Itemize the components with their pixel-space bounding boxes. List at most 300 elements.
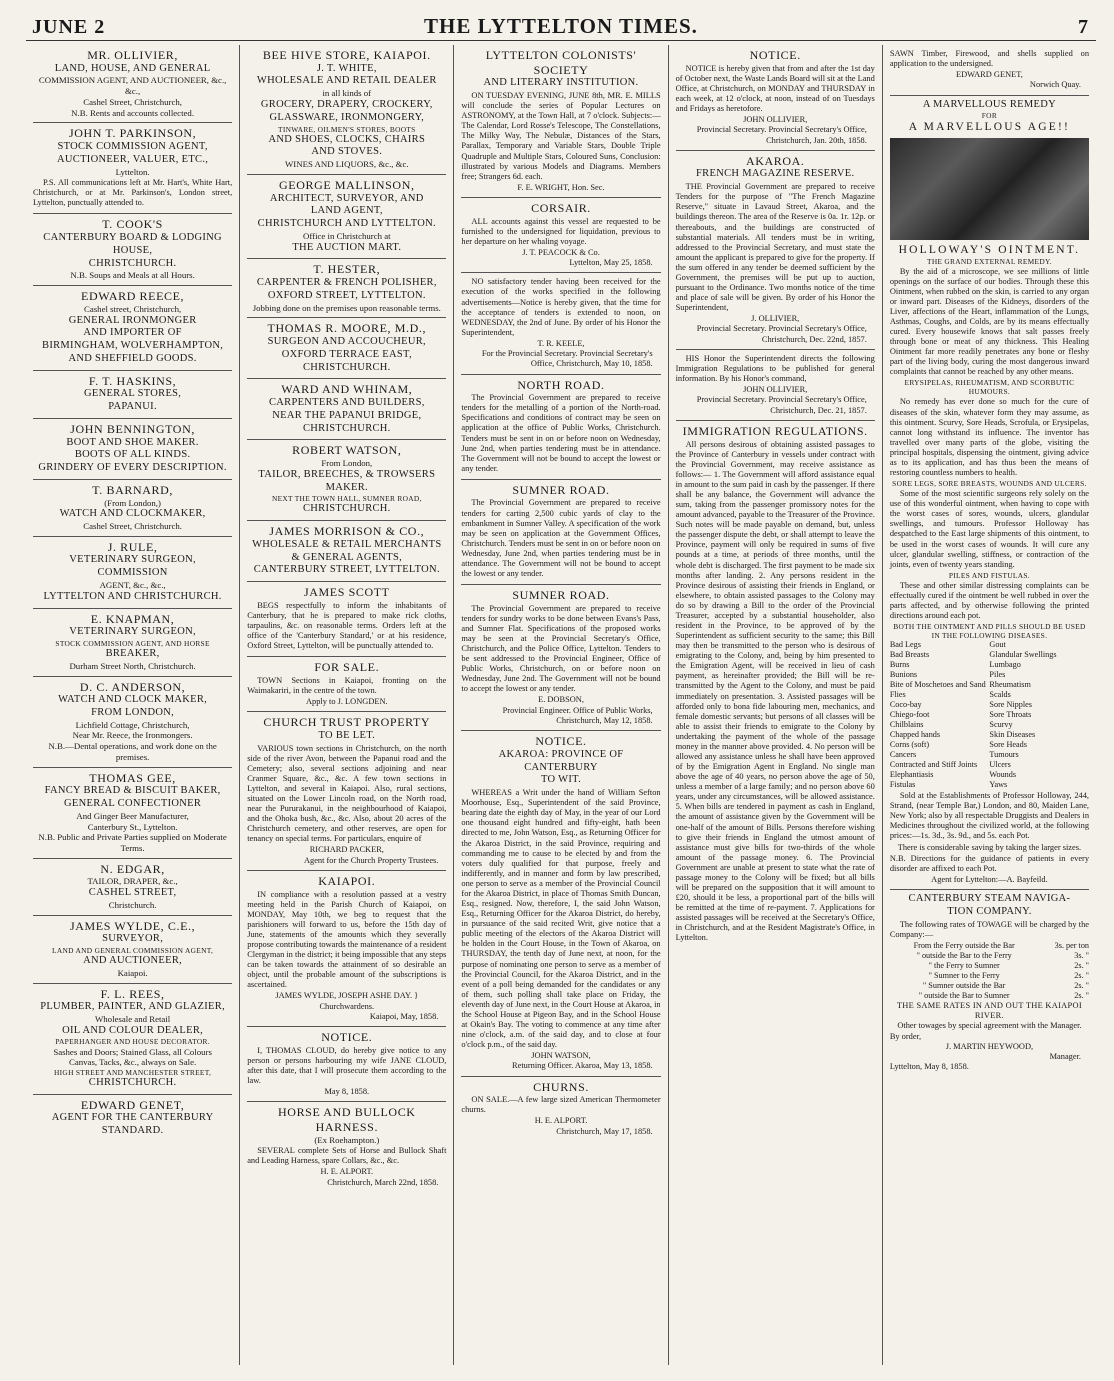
towage-price: 2s. " (1074, 980, 1090, 990)
ad-line: AND SHEFFIELD GOODS. (68, 352, 197, 364)
disease-item: Scurvy (989, 720, 1013, 730)
ad-signature: JOHN WATSON, (531, 1051, 591, 1061)
disease-list-right (989, 640, 1089, 790)
ad-line: MAKER. (325, 481, 368, 493)
ad-text: By the aid of a microscope, we see millions of little openings on the surface of our bodies. Through these this Ointment, when rubbed on the skin, is carried to any organ or inward part. Diseases of the Kidneys, disorders of the Liver, affections of the Heart, inflammation of the Lungs, Asthmas, Coughs, and Colds, are by its means effectually cured. Every housewife knows that salt passes freely through bone or meat of any thickness. This Healing Ointment far more readily penetrates any bone or fleshy part of the living body, curing the most dangerous inward complaints that cannot be reached by any other means. (889, 266, 1090, 377)
ad-line: GENERAL CONFECTIONER (64, 798, 202, 810)
ad-signature: Apply to J. LONGDEN. (305, 696, 388, 706)
ad-signature-line: Provincial Engineer. Office of Public Works, Christchurch, May 12, 1858. (502, 705, 653, 725)
ad-line: CHRISTCHURCH. (88, 1076, 177, 1088)
ad-signature: RICHARD PACKER, (309, 845, 384, 855)
ad-heading: WARD AND WHINAM, (281, 382, 413, 397)
ad-heading: CHURNS. (533, 1079, 589, 1094)
ad-heading: IMMIGRATION REGULATIONS. (682, 423, 868, 438)
ad-heading: CORSAIR. (531, 201, 591, 215)
ad-line: Canterbury St., Lyttelton. (87, 821, 178, 832)
disease-item: Skin Diseases (989, 730, 1036, 740)
advertisement (33, 419, 232, 480)
towage-route: " outside the Bar to Sumner (918, 990, 1010, 1000)
disease-item: Chiego-foot (889, 710, 930, 720)
ad-heading: JAMES SCOTT (303, 585, 390, 600)
ad-heading: JOHN T. PARKINSON, (68, 126, 197, 141)
ad-signature: T. R. KEELE, (537, 338, 585, 348)
disease-item: Glandular Swellings (989, 650, 1057, 660)
ad-text: These and other similar distressing complaints can be effectually cured if the ointment be well rubbed in over the parts affected, and by otherwise following the printed directions around each pot. (889, 580, 1090, 621)
ad-heading: T. COOK'S (102, 217, 163, 232)
ad-note: Other towages by special agreement with the Manager. (897, 1021, 1082, 1031)
ad-heading: KAIAPOI. (318, 873, 376, 888)
ad-text: THE Provincial Government are prepared to receive Tenders for the purpose of "The French Magazine Reserve," situate in Lavaud Street, Akaroa, and the buildings thereon. The area of the Reserve is 0a. 1r. 12p. or thereabouts, and the buildings are constructed of substantial materials. All tenders must be in writing, addressed to the Provincial Secretary, and must state the amount the applicant is prepared to give for the property. If the sum offered in any tender be deemed sufficient by the Government, the premises will be put up to auction, pursuant to the Ordinance. Two months notice of the time and place of sale will be given. By order of his Honor the Superintendent, (675, 182, 875, 313)
column-1 (26, 45, 239, 1365)
ad-signature-line: Agent for the Church Property Trustees. (303, 855, 439, 865)
ad-heading: A MARVELLOUS REMEDY (922, 98, 1057, 110)
ad-signature: J. OLLIVIER, (751, 314, 800, 324)
ad-line: AND LITERARY INSTITUTION. (483, 77, 639, 89)
ad-title: HOLLOWAY'S OINTMENT. (898, 243, 1081, 256)
ad-signature: JOHN OLLIVIER, (743, 115, 808, 125)
ad-heading: SUMNER ROAD. (512, 588, 610, 603)
disease-item: Piles (989, 670, 1006, 680)
ad-signature: JOHN OLLIVIER, (743, 385, 808, 395)
ad-heading: J. RULE, (107, 539, 158, 554)
ad-signature: H. E. ALPORT. (320, 1167, 374, 1177)
ad-heading: THOMAS GEE, (89, 770, 176, 785)
advertisement (33, 1095, 232, 1142)
ad-line: OIL AND COLOUR DEALER, (62, 1024, 204, 1036)
advertisement (247, 175, 446, 260)
ad-heading: EDWARD REECE, (81, 289, 185, 304)
towage-price: 2s. " (1074, 990, 1090, 1000)
ad-text: Some of the most scientific surgeons rely solely on the use of this wonderful ointment, when having to cope with the worst cases of sores, wounds, ulcers, glandular swellings, and tumours. Professor Holloway has despatched to the East large shipments of this ointment, to be used in the worst cases of wounds. It will cure any ulcer, glandular swelling, stiffness, or contraction of the joints, even of twenty years standing. (889, 489, 1090, 569)
ad-line: Christchurch. (108, 899, 157, 910)
advertisement (33, 984, 232, 1095)
ad-heading: F. T. HASKINS, (88, 373, 177, 388)
advertisement (461, 731, 660, 1077)
advertisement (247, 871, 446, 1027)
towage-price: 3s. per ton (1054, 940, 1090, 950)
ad-heading: THOMAS R. MOORE, M.D., (267, 321, 427, 336)
ad-line: CANTERBURY STREET, LYTTELTON. (253, 564, 440, 576)
disease-item: Sore Nipples (989, 700, 1032, 710)
ad-signature-line: Kaiapoi, May, 1858. (369, 1011, 439, 1021)
towage-row (890, 991, 1089, 1001)
ad-text: All persons desirous of obtaining assisted passages to the Province of Canterbury in vessels under contract with the Provincial Government, may receive assistance as follows:— 1. The Government will afford assistance equal in amount to the sum paid in cash by the passenger. If there shall be any balance, the Government will advance the sum, taking from the passenger promissory notes for the amount advanced, payable to the Treasurer of the Province. Such notes will be made payable on demand, but, unless the passenger dispute the debt, or shall attempt to leave the Province, payment will only be required in sums of five pounds at a time, at periods of three months, until the whole debt is discharged. The first payment to be made six months after landing. 2. Any persons resident in the Province desirous of assisting their friends in England, or elsewhere, to obtain assisted passages to the Colony may do so by drawing a Bill to the order of the Provincial Treasurer, accepted by a substantial householder, also resident in the Province, to be approved of by the Superintendent as sufficient security to the same; this Bill may then be transmitted to the person who is desirous of emigrating to the Colony, and, being by him presented to the Emigration Agent, will be received in lieu of cash payment, as hereinafter provided; the Bill will be re-transmitted by the Agent to the Colony, and must be paid immediately on presentation. 3. Assisted passages will be afforded only to bona fide labouring men, mechanics, and female domestic servants; but persons of all classes will be able to assist their friends to emigrate to the Colony by undertaking the payment of the whole of the passage money in the manner above provided. 4. No person will be allowed any assistance unless he shall have been approved of by the Emigration Agent in England. No single man above the age of 40 years, no person above the age of 50, unless a member of a large family; and no person above 60 years, under any circumstances, will be allowed assistance. 5. When bills are tendered in payment as cash in England, the amount of assistance given by the Government will be one-half of the amount of Bills. Persons therefore wishing to give their friends in England the utmost amount of assistance must give bills for two-thirds of the whole amount of the passage money. 6. The Provincial Government are unable at present to state what the rate of passage money to the Colony will be fixed; but all bills will be prepared on the supposition that it will amount to £20, should it be less, a proportional part of the bills will be remitted at the time of re-payment. 7. Applications for assisted passages will be received at the Secretary's Office, in Christchurch, and at the Resident Magistrate's Office, in Lyttelton. (675, 439, 875, 943)
disease-item: Bite of Moschetoes and Sand Flies (889, 680, 986, 700)
ad-line: Kaiapoi. (117, 967, 148, 978)
advertisement (33, 859, 232, 916)
ad-line: TO WIT. (541, 774, 582, 786)
advertisement (33, 537, 232, 609)
ad-line: NEAR THE PAPANUI BRIDGE, (272, 409, 422, 421)
ad-line: Lichfield Cottage, Christchurch, (75, 719, 190, 730)
ad-heading: T. HESTER, (313, 262, 381, 277)
advertisement (33, 371, 232, 419)
ad-signature: May 8, 1858. (324, 1087, 370, 1096)
ad-signature: JAMES WYLDE, JOSEPH ASHE DAY. } Churchwardens. (275, 991, 419, 1011)
ad-line: OXFORD STREET, LYTTELTON. (267, 289, 426, 301)
ad-line: N.B. Public and Private Parties supplied on Moderate Terms. (38, 832, 227, 853)
ad-steam-navigation (890, 890, 1089, 1077)
ad-signature: J. T. PEACOCK & Co. (522, 247, 600, 257)
disease-item: Bad Breasts (889, 650, 930, 660)
page-number: 7 (1078, 16, 1088, 38)
ad-line: FRENCH MAGAZINE RESERVE. (696, 168, 855, 180)
ad-heading: MR. OLLIVIER, (87, 48, 178, 62)
advertisement (676, 45, 875, 151)
disease-item: Chilblains (889, 720, 924, 730)
ad-signature-line: Norwich Quay. (1029, 80, 1082, 90)
section-heading: ERYSIPELAS, RHEUMATISM, AND SCORBUTIC HUMOURS. (904, 378, 1075, 397)
ad-line: Durham Street North, Christchurch. (69, 660, 196, 671)
holloway-engraving (890, 138, 1089, 240)
ad-line: Canvas, Tacks, &c., always on Sale. (68, 1057, 197, 1068)
advertisement (33, 45, 232, 123)
disease-item: Corns (soft) (889, 740, 930, 750)
ad-heading: HORSE AND BULLOCK HARNESS. (278, 1105, 416, 1134)
ad-text: ON TUESDAY EVENING, JUNE 8th, MR. E. MILLS will conclude the series of Popular Lectures on ASTRONOMY, at the Town Hall, at 7 o'clock. Subjects:—The Calendar, Lord Rosse's Telescope, The Constellations, The Milky Way, The Nebulæ, Distances of the Stars, Parallax, Temporary and Variable Stars, Double Triple Quadruple and Multiple Stars, Coloured Suns, Conclusion: illustrated by various Models and Diagrams. Members free; Strangers 6d. each. (461, 91, 661, 181)
ad-text: VARIOUS town sections in Christchurch, on the north side of the river Avon, between the Papanui road and the Cemetery; also, several sections adjoining and near Cranmer Square, &c., &c. A few town sections in Lyttelton, and several in Kaiapoi. Also, rural sections, situated on the Lower Lincoln road, on the North road, near the Pururakanui, in the neighbourhood of Kaiapoi, and the Ohoka bush, &c., &c. Also, about 20 acres of the Christchurch cemetery, and other reserves, are open for tenancy on special terms. For particulars, enquire of (247, 743, 447, 844)
column-5 (882, 45, 1096, 1365)
disease-item: Contracted and Stiff Joints (889, 760, 978, 770)
ad-line: AND STOVES. (311, 146, 383, 158)
ad-line: WHOLESALE & RETAIL MERCHANTS (252, 538, 442, 550)
disease-item: Chapped hands (889, 730, 941, 740)
ad-line: TAILOR, DRAPER, &c., (87, 876, 178, 887)
ad-line: Cashel Street, Christchurch, (83, 96, 182, 107)
ad-line: HIGH STREET AND MANCHESTER STREET, (54, 1067, 212, 1077)
ad-line: AGENT, &c., &c., (99, 580, 166, 591)
disease-item: Bunions (889, 670, 918, 680)
disease-item: Yaws (989, 780, 1008, 790)
ad-line: SURGEON AND ACCOUCHEUR, (267, 335, 426, 347)
towage-row (890, 961, 1089, 971)
ad-text: SEVERAL complete Sets of Horse and Bullock Shaft and Leading Harness, spare Collars, &c., &c. (247, 1146, 447, 1166)
ad-heading: AKAROA. (745, 153, 805, 168)
advertisement (461, 273, 660, 374)
column-4 (668, 45, 882, 1365)
ad-signature-line: For the Provincial Secretary. Provincial Secretary's Office, Christchurch, May 10, 1858. (481, 349, 653, 369)
ad-line: NEXT THE TOWN HALL, SUMNER ROAD, (271, 494, 422, 504)
ad-line: N.B. Soups and Meals at all Hours. (70, 270, 195, 281)
ad-text: ALL accounts against this vessel are requested to be furnished to the undersigned for liquidation, previous to her departure on her whaling voyage. (461, 216, 661, 246)
ad-line: TINWARE, OILMEN'S STORES, BOOTS (278, 124, 416, 134)
advertisement (33, 480, 232, 537)
ad-line: LYTTELTON AND CHRISTCHURCH. (43, 590, 222, 602)
advertisement (247, 1027, 446, 1102)
ad-line: AND AUCTIONEER, (83, 955, 183, 967)
towage-row (890, 941, 1089, 951)
advertisement (247, 259, 446, 318)
ad-line: SURVEYOR, (102, 933, 164, 945)
ad-text: SAWN Timber, Firewood, and shells supplied on application to the undersigned. (889, 49, 1090, 69)
ad-line: GENERAL STORES, (83, 388, 182, 400)
ad-line: AUCTIONEER, VALUER, ETC., (57, 153, 209, 165)
ad-line: CHRISTCHURCH AND LYTTELTON. (257, 218, 436, 230)
advertisement (247, 318, 446, 379)
ad-line: TO BE LET. (318, 729, 376, 741)
advertisement (461, 480, 660, 585)
disease-list-left (890, 640, 990, 790)
ad-line: Office in Christchurch at (303, 230, 391, 241)
ad-text: The Provincial Government are prepared to receive tenders for the metalling of a portion of the North-road. Specifications and conditions of contract may be seen on application at the office of Public Works, Christchurch. Tenders must be sent in on or before noon on Wednesday, June 2nd, when parties tendering must be in attendance. The Government will not be bound to accept the lowest or any tender. (461, 393, 661, 473)
advertisement (676, 350, 875, 421)
ad-line: STOCK COMMISSION AGENT, (57, 140, 208, 152)
ad-text: No remedy has ever done so much for the cure of diseases of the skin, whatever form they may assume, as this ointment. Scurvy, Sore Heads, Scrofula, or Erysipelas, cannot long withstand its influence. The inventor has travelled over many parts of the globe, visiting the principal hospitals, dispensing the ointment, giving advice as to its application, and has thus been the means of restoring countless numbers to health. (889, 397, 1090, 478)
ad-line: HOUSE, (112, 244, 153, 256)
ad-signature-line: Christchurch, May 17, 1858. (556, 1126, 653, 1136)
advertisement (676, 151, 875, 350)
disease-item: Fistulas (889, 780, 916, 790)
ad-line: VETERINARY SURGEON, COMMISSION (69, 554, 196, 579)
towage-route: " outside the Bar to the Ferry (916, 950, 1012, 960)
ad-line: TAILOR, BREECHES, & TROWSERS (258, 468, 436, 480)
ad-line: BOOTS OF ALL KINDS. (74, 449, 191, 461)
disease-item: Bad Legs (889, 640, 921, 650)
ad-line: AGENT FOR THE CANTERBURY (51, 1112, 214, 1124)
advertisement (247, 45, 446, 175)
disease-item: Sore Heads (989, 740, 1027, 750)
ad-text: NO satisfactory tender having been received for the execution of the works specified in the following advertisements—Notice is hereby given, that the time for the acceptance of tenders is extended to noon, on WEDNESDAY, the 2nd of June. By order of his Honor the Superintendent, (461, 277, 661, 337)
towage-price: 2s. " (1074, 960, 1090, 970)
disease-list (890, 640, 1089, 790)
ad-line: BREAKER, (105, 648, 160, 660)
ad-heading: LYTTELTON COLONISTS' SOCIETY (485, 48, 637, 77)
towage-route: " Sumner to the Ferry (928, 970, 1000, 980)
ad-line: Wholesale and Retail (94, 1013, 171, 1024)
ad-heading: GEORGE MALLINSON, (279, 177, 415, 192)
advertisement (33, 768, 232, 859)
ad-text: WHEREAS a Writ under the hand of William Sefton Moorhouse, Esq., Superintendent of the said Province, bearing date the eighth day of May, in the year of our Lord one thousand eight hundred and fifty-eight, hath been directed to me, John Watson, Esq., as Returning Officer for the Akaroa District, in the said Province, requiring and commanding me to cause to be elected by and from the voters duly qualified for that purpose, freely and indifferently, and in manner and form by law prescribed, one person to serve as a member of the Provincial Council for the Akaroa District, in place of Thomas Smith Duncan, Esq., resigned. Now, therefore, I, the said John Watson, Esq., Returning Officer for the Akaroa District, do hereby, in pursuance of the said recited Writ, give notice that a public meeting of the electors of the Akaroa District will be holden in the Court House, in the Town of Akaroa, on THURSDAY, the tenth day of June next, at noon, for the purpose of nominating one person to serve as a member of the Provincial Council, for the Akaroa District, and in the event of a poll being demanded for the candidates or any of them, such polling shall take place on Friday, the eleventh day of June next, in the Court House at Akaroa, in the School House at Pigeon Bay, and in the School House at Okain's Bay. The voting to commence at any time after nine o'clock, a.m. of the said day, and to close at four o'clock p.m., of the said day. (461, 788, 661, 1050)
disease-item: Lumbago (989, 660, 1021, 670)
ad-line: N.B.—Dental operations, and work done on the premises. (48, 741, 217, 762)
ad-heading: JAMES MORRISON & CO., (269, 524, 425, 539)
ad-line: VETERINARY SURGEON, (69, 626, 196, 638)
column-3 (453, 45, 667, 1365)
disease-item: Rheumatism (989, 680, 1031, 690)
ad-heading: T. BARNARD, (92, 482, 173, 497)
ad-line: PLUMBER, PAINTER, AND GLAZIER, (40, 1001, 225, 1013)
ad-text: ON SALE.—A few large sized American Thermometer churns. (461, 1095, 661, 1115)
ad-line: PAPERHANGER AND HOUSE DECORATOR. (55, 1037, 210, 1047)
section-heading: PILES AND FISTULAS. (948, 570, 1030, 580)
ad-line: CHRISTCHURCH. (88, 257, 177, 269)
ad-note: There is considerable saving by taking the larger sizes. (897, 842, 1082, 852)
ad-line: in all kinds of (322, 88, 372, 99)
ad-line: (From London,) (104, 497, 161, 508)
disease-item: Gout (989, 640, 1006, 650)
ad-line: N.B. Rents and accounts collected. (71, 107, 195, 118)
ad-text: TOWN Sections in Kaiapoi, fronting on the Waimakariri, in the centre of the town. (247, 675, 447, 695)
advertisement (33, 123, 232, 214)
ad-text: I, THOMAS CLOUD, do hereby give notice to any person or persons harbouring my wife JANE CLOUD, after this date, that I will prosecute them according to the law. (247, 1045, 447, 1085)
ad-heading: CHURCH TRUST PROPERTY (263, 715, 431, 730)
ad-line: FROM LONDON, (91, 706, 175, 718)
ad-text: IN compliance with a resolution passed at a vestry meeting held in the Parish Church of Kaiapoi, on MONDAY, May 10th, we beg to request that the parishioners will forward to us, before the 15th day of June, statements of the amounts which they severally propose contributing towards the maintenance of a resident Clergyman in the district; it being impossible that any steps can be taken towards the attainment of so desirable an object, until the probable amount of the subscriptions is ascertained. (247, 889, 447, 990)
advertisement (33, 286, 232, 371)
ad-line: BIRMINGHAM, WOLVERHAMPTON, (42, 340, 224, 352)
disease-item: Tumours (989, 750, 1019, 760)
disease-item: Elephantiasis (889, 770, 934, 780)
towage-row (890, 981, 1089, 991)
ad-line: AKAROA: PROVINCE OF CANTERBURY (498, 748, 624, 773)
ad-line: GRINDERY OF EVERY DESCRIPTION. (38, 462, 227, 474)
towage-route: " the Ferry to Sumner (928, 960, 1000, 970)
advertisement (33, 214, 232, 286)
ad-line: Near Mr. Reece, the Ironmongers. (72, 730, 193, 741)
advertisement (676, 421, 875, 949)
advertisement (461, 198, 660, 273)
ad-line: LAND AGENT, (310, 205, 383, 217)
ad-line: STOCK COMMISSION AGENT, AND HORSE (55, 638, 210, 648)
ad-signature: F. E. WRIGHT, Hon. Sec. (517, 182, 605, 192)
ad-signature-line: Christchurch, March 22nd, 1858. (327, 1177, 439, 1187)
ad-text: The Provincial Government are prepared to receive tenders for sundry works to be done between Evans's Pass, and Sumner Flat. Specifications of the proposed works may be seen at the Provincial Secretary's Office, Christchurch, and the Police Office, Lyttelton. Tenders to be sent addressed to the Provincial Engineer, Office of Public Works, Christchurch, on or before noon on Wednesday, June 2nd. The Government will not be bound to accept the lowest or any tender. (461, 603, 661, 694)
advertisement (461, 375, 660, 480)
ad-signature-line: Lyttelton, May 25, 1858. (569, 258, 653, 268)
ad-signature-line: Manager. (1049, 1052, 1082, 1062)
ad-line: (Ex Roehampton.) (314, 1134, 380, 1145)
ad-heading: EDWARD GENET, (80, 1097, 185, 1112)
ad-heading: A MARVELLOUS AGE!! (908, 121, 1071, 134)
column-2 (239, 45, 453, 1365)
advertisement (247, 521, 446, 582)
newspaper-title: THE LYTTELTON TIMES. (424, 14, 698, 38)
masthead (26, 14, 1096, 41)
columns (26, 45, 1096, 1365)
advertisement (33, 916, 232, 984)
ad-heading: JOHN BENNINGTON, (70, 421, 195, 436)
ad-line: WHOLESALE AND RETAIL DEALER (256, 75, 437, 87)
ad-text: HIS Honor the Superintendent directs the following Immigration Regulations to be published for general information. By his Honor's command, (675, 353, 875, 384)
ad-heading: E. KNAPMAN, (90, 611, 175, 626)
ad-text: P.S. All communications left at Mr. Hart's, White Hart, Christchurch, or at Mr. Parkinson's, London street, Lyttelton, punctually attended to. (33, 178, 233, 208)
ad-line: CARPENTERS AND BUILDERS, (268, 396, 425, 408)
ad-line: LAND, HOUSE, AND GENERAL (54, 62, 211, 74)
disease-item: Wounds (989, 770, 1017, 780)
ad-line: WINES AND LIQUORS, &c., &c. (284, 159, 409, 170)
advertisement (247, 582, 446, 657)
towage-row (890, 971, 1089, 981)
ad-line: Cashel street, Christchurch, (83, 303, 182, 314)
ad-line: CARPENTER & FRENCH POLISHER, (256, 277, 437, 289)
ad-line: OXFORD TERRACE EAST, (281, 348, 412, 360)
towage-price: 2s. " (1074, 970, 1090, 980)
ad-signature: J. MARTIN HEYWOOD, (945, 1041, 1034, 1051)
towage-route: From the Ferry outside the Bar (913, 940, 1015, 950)
advertisement (33, 677, 232, 768)
ad-heading: NORTH ROAD. (517, 377, 605, 392)
section-heading: BOTH THE OINTMENT AND PILLS SHOULD BE USED IN THE FOLLOWING DISEASES. (893, 622, 1086, 641)
towage-price: 3s. " (1074, 950, 1090, 960)
ad-title: TION COMPANY. (947, 906, 1032, 917)
ad-signature-line: Provincial Secretary. Provincial Secretary's Office, Christchurch, Dec. 21, 1857. (696, 395, 867, 415)
ad-heading: FOR (981, 111, 998, 121)
ad-signature: EDWARD GENET, (955, 70, 1023, 80)
ad-signature-line: Provincial Secretary. Provincial Secretary's Office, Christchurch, Dec. 22nd, 1857. (696, 324, 867, 344)
advertisement (247, 1102, 446, 1192)
ad-line: BOOT AND SHOE MAKER. (66, 436, 199, 448)
ad-line: LAND AND GENERAL COMMISSION AGENT, (52, 946, 214, 955)
disease-item: Scalds (989, 690, 1011, 700)
ad-signature: E. DOBSON, (538, 695, 584, 705)
ad-line: J. T. WHITE, (316, 62, 377, 74)
towage-route: " Sumner outside the Bar (922, 980, 1006, 990)
ad-text: The following rates of TOWAGE will be charged by the Company:— (889, 919, 1090, 939)
advertisement (461, 45, 660, 198)
ad-title: CANTERBURY STEAM NAVIGA- (908, 893, 1071, 905)
advertisement (247, 712, 446, 871)
towage-row (890, 951, 1089, 961)
section-heading: SORE LEGS, SORE BREASTS, WOUNDS AND ULCERS. (892, 479, 1087, 489)
ad-line: ARCHITECT, SURVEYOR, AND (269, 192, 424, 204)
ad-line: FANCY BREAD & BISCUIT BAKER, (44, 785, 221, 797)
advertisement (461, 1077, 660, 1141)
ad-line: CHRISTCHURCH. (302, 361, 391, 373)
ad-text: Sold at the Establishments of Professor Holloway, 244, Strand, (near Temple Bar,) London, and 80, Maiden Lane, New York; also by all respectable Druggists and Dealers in Medicines throughout the civilized world, at the following prices:—1s. 3d., 3s. 9d., and 5s. each Pot. (889, 791, 1090, 841)
ad-line: COMMISSION AGENT, AND AUCTIONEER, &c., &c., (38, 75, 227, 97)
ad-line: AND IMPORTER OF (83, 327, 182, 339)
ad-holloway (890, 96, 1089, 891)
ad-line: CHRISTCHURCH. (302, 503, 391, 515)
ad-heading: NOTICE. (535, 734, 587, 749)
ad-line: CASHEL STREET, (88, 887, 177, 899)
ad-heading: SUMNER ROAD. (512, 482, 610, 497)
ad-sawn-timber (890, 45, 1089, 96)
towage-table (890, 941, 1089, 1001)
ad-note: THE SAME RATES IN AND OUT THE KAIAPOI RIVER. (896, 1000, 1082, 1021)
issue-date: JUNE 2 (32, 16, 106, 38)
ad-line: CANTERBURY BOARD & LODGING (43, 232, 222, 244)
ad-line: STANDARD. (101, 1125, 164, 1137)
ad-line: From London, (321, 458, 373, 468)
ad-line: PAPANUI. (108, 401, 157, 413)
ad-subtitle: THE GRAND EXTERNAL REMEDY. (927, 256, 1052, 266)
ad-note: By order, (889, 1031, 922, 1041)
ad-line: Sashes and Doors; Stained Glass, all Colours (53, 1046, 212, 1057)
advertisement (461, 585, 660, 731)
ad-heading: FOR SALE. (314, 660, 380, 675)
disease-item: Ulcers (989, 760, 1011, 770)
disease-item: Cancers (889, 750, 917, 760)
ad-agent: Agent for Lyttelton:—A. Bayfeild. (931, 874, 1048, 884)
advertisement (33, 609, 232, 677)
ad-heading: N. EDGAR, (100, 861, 165, 876)
ad-heading: D. C. ANDERSON, (79, 679, 186, 694)
advertisement (247, 379, 446, 440)
ad-line: GLASSWARE, IRONMONGERY, (269, 111, 425, 123)
ad-heading: BEE HIVE STORE, KAIAPOI. (262, 48, 431, 62)
ad-signature-line: Provincial Secretary. Provincial Secretary's Office, Christchurch, Jan. 20th, 1858. (696, 125, 867, 145)
ad-line: And Ginger Beer Manufacturer, (76, 810, 189, 821)
ad-heading: ROBERT WATSON, (292, 443, 402, 458)
advertisement (247, 440, 446, 521)
ad-date: Lyttelton, May 8, 1858. (889, 1062, 969, 1072)
ad-line: WATCH AND CLOCK MAKER, (58, 694, 208, 706)
ad-heading: NOTICE. (321, 1030, 373, 1045)
ad-line: WATCH AND CLOCKMAKER, (59, 508, 206, 520)
ad-line: GROCERY, DRAPERY, CROCKERY, (260, 98, 433, 110)
ad-line: AND SHOES, CLOCKS, CHAIRS (268, 133, 426, 145)
advertisement (247, 657, 446, 712)
disease-item: Sore Throats (989, 710, 1032, 720)
ad-signature: H. E. ALPORT. (534, 1116, 588, 1126)
disease-item: Coco-bay (889, 700, 922, 710)
ad-line: Cashel Street, Christchurch. (83, 521, 182, 532)
ad-text: BEGS respectfully to inform the inhabitants of Canterbury, that he is prepared to make rick cloths, tarpaulins, &c. on reasonable terms. Orders left at the office of the 'Canterbury Standard,' or at his residence, Oxford Street, Lyttelton, will be punctually attended to. (247, 600, 447, 651)
ad-note: N.B. Directions for the guidance of patients in every disorder are affixed to each Pot. (889, 853, 1090, 873)
ad-line: & GENERAL AGENTS, (291, 551, 403, 563)
ad-line: Jobbing done on the premises upon reasonable terms. (252, 302, 441, 313)
